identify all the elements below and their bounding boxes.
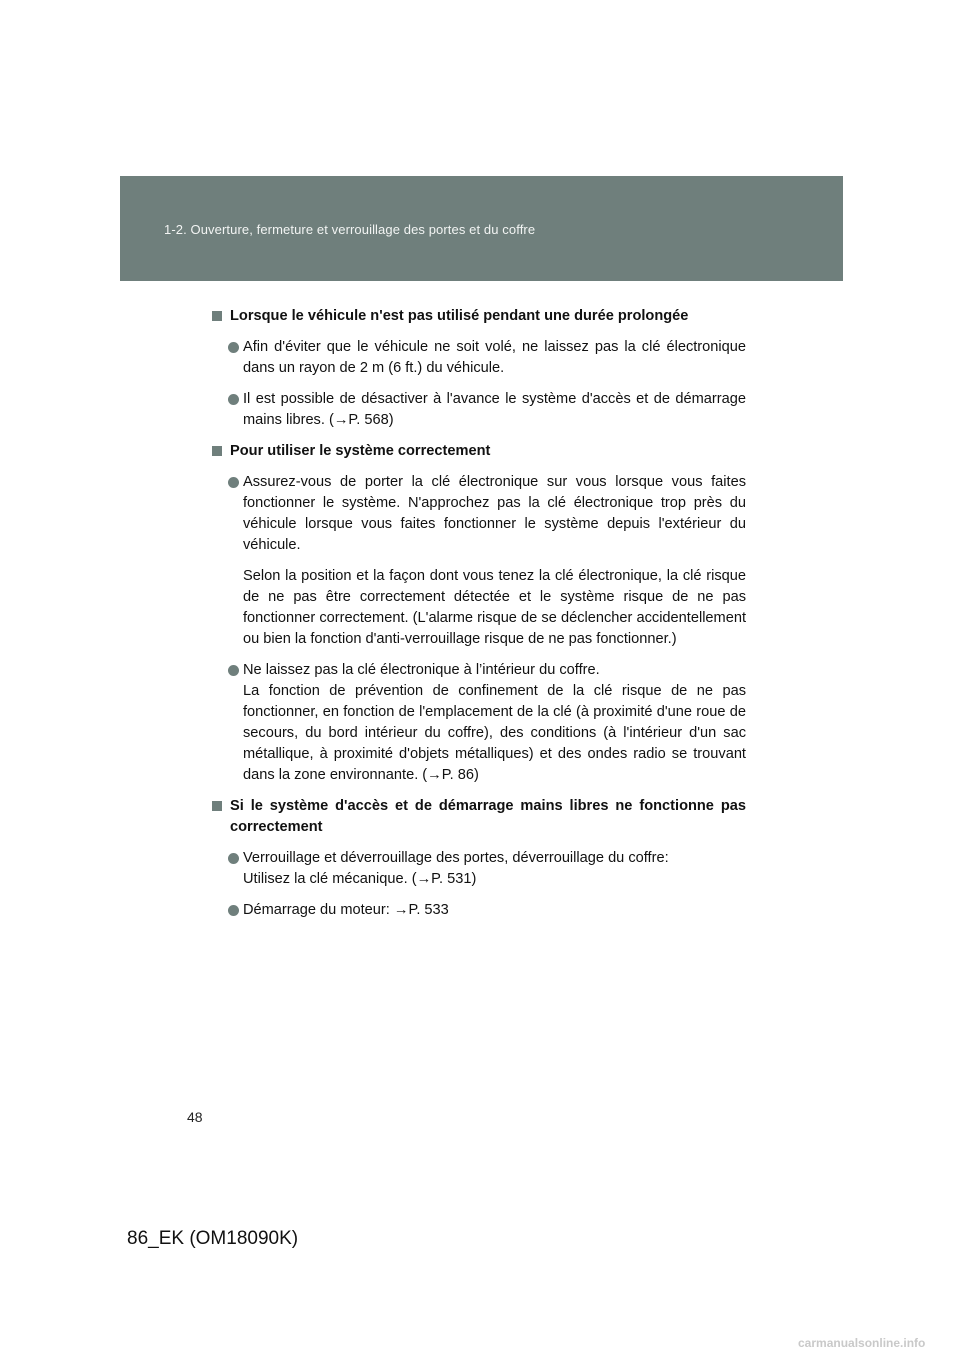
circle-bullet-icon [228,665,239,676]
paragraph: Selon la position et la façon dont vous tenez la clé électronique, la clé risque de ne pas être correctement détectée et le système risque de ne pas fonctionner correctement. (L'alarme risque de se déclencher accidentellement ou bien la fonction d'anti-verrouillage risque de ne pas fonctionner.) [243,568,746,647]
square-bullet-icon [212,801,222,811]
circle-bullet-icon [228,342,239,353]
section-heading-text: Pour utiliser le système correctement [230,443,491,459]
section-heading [212,796,746,838]
circle-bullet-icon [228,477,239,488]
section-heading-text: Si le système d'accès et de démarrage mains libres ne fonctionne pas correctement [230,798,746,835]
section-heading [212,306,746,327]
circle-bullet-icon [228,905,239,916]
list-item-text: Démarrage du moteur: →P. 533 [243,902,449,918]
list-item [228,660,746,786]
circle-bullet-icon [228,853,239,864]
document-code: 86_EK (OM18090K) [127,1228,299,1249]
list-item-line: Verrouillage et déverrouillage des portes, déverrouillage du coffre: [243,850,669,866]
watermark: carmanualsonline.info [798,1336,926,1350]
list-item-text: Il est possible de désactiver à l'avance le système d'accès et de démarrage mains libres. (→P. 568) [243,391,746,428]
chapter-header-band [120,176,843,281]
list-item [228,472,746,556]
list-item-text [243,848,746,890]
list-item-line: Utilisez la clé mécanique. (→P. 531) [243,871,477,887]
page-content [212,306,746,931]
list-item-text [243,660,746,786]
list-item [228,848,746,890]
square-bullet-icon [212,446,222,456]
section-heading-text: Lorsque le véhicule n'est pas utilisé pendant une durée prolongée [230,308,689,324]
page-number: 48 [187,1109,203,1125]
list-item-line: Ne laissez pas la clé électronique à l’intérieur du coffre. [243,662,600,678]
chapter-breadcrumb: 1-2. Ouverture, fermeture et verrouillage des portes et du coffre [164,222,536,237]
list-item [228,337,746,379]
list-item [228,389,746,431]
list-item [228,900,746,921]
section-heading [212,441,746,462]
list-item-line: La fonction de prévention de confinement de la clé risque de ne pas fonctionner, en fonction de l'emplacement de la clé (à proximité d'une roue de secours, du bord intérieur du coffre), des conditions (à l'intérieur d'un sac métallique, à proximité d'objets métalliques) et des ondes radio se trouvant dans la zone environnante. (→P. 86) [243,683,746,783]
circle-bullet-icon [228,394,239,405]
square-bullet-icon [212,311,222,321]
list-item-text: Afin d'éviter que le véhicule ne soit volé, ne laissez pas la clé électronique dans un rayon de 2 m (6 ft.) du véhicule. [243,339,746,376]
list-item-text: Assurez-vous de porter la clé électronique sur vous lorsque vous faites fonctionner le système. N'approchez pas la clé électronique trop près du véhicule lorsque vous faites fonctionner le système depuis l'extérieur du véhicule. [243,474,746,553]
